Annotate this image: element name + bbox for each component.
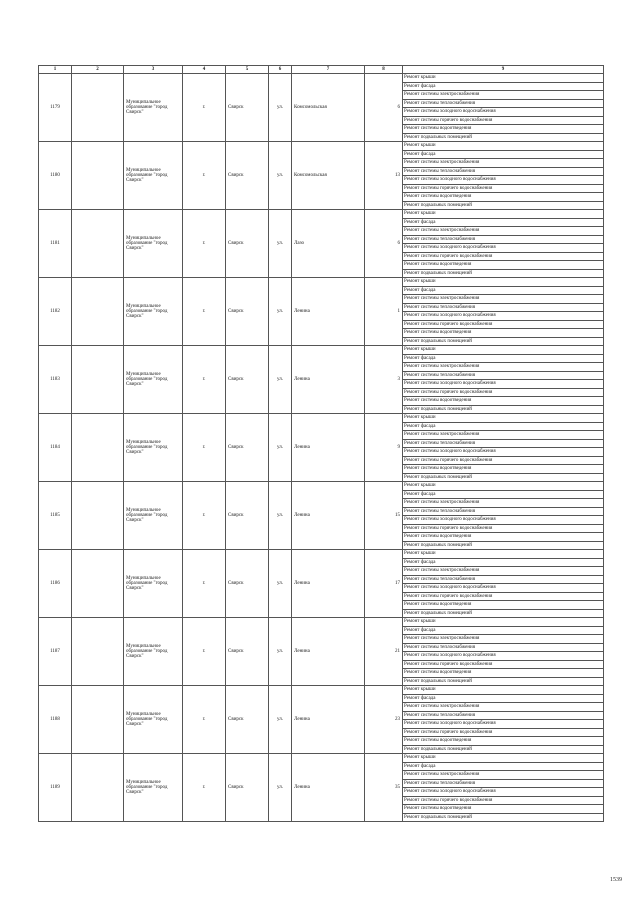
street-prefix: ул. xyxy=(269,142,292,210)
work-item: Ремонт системы водоотведения xyxy=(403,601,604,610)
entry-blank xyxy=(72,618,124,686)
table-row xyxy=(39,142,604,151)
street-prefix: ул. xyxy=(269,414,292,482)
work-item: Ремонт системы электроснабжения xyxy=(403,91,604,100)
city-prefix: г. xyxy=(183,618,226,686)
work-item: Ремонт системы горячего водоснабжения xyxy=(403,592,604,601)
street-prefix: ул. xyxy=(269,210,292,278)
city-prefix: г. xyxy=(183,686,226,754)
street-prefix: ул. xyxy=(269,346,292,414)
street-prefix: ул. xyxy=(269,618,292,686)
work-item: Ремонт фасада xyxy=(403,490,604,499)
entry-blank xyxy=(72,346,124,414)
municipality-name: Муниципальное образование "город Свирск" xyxy=(124,754,183,822)
work-item: Ремонт системы электроснабжения xyxy=(403,363,604,372)
work-item: Ремонт системы теплоснабжения xyxy=(403,439,604,448)
street-name: Ленина xyxy=(292,618,365,686)
house-number: 6 xyxy=(365,74,403,142)
work-item: Ремонт крыши xyxy=(403,142,604,151)
column-header-row xyxy=(39,66,604,74)
work-item: Ремонт системы электроснабжения xyxy=(403,295,604,304)
work-item: Ремонт крыши xyxy=(403,482,604,491)
work-item: Ремонт фасада xyxy=(403,422,604,431)
street-name: Ленина xyxy=(292,754,365,822)
street-prefix: ул. xyxy=(269,686,292,754)
entry-blank xyxy=(72,482,124,550)
municipality-name: Муниципальное образование "город Свирск" xyxy=(124,618,183,686)
municipality-name: Муниципальное образование "город Свирск" xyxy=(124,550,183,618)
work-item: Ремонт подвальных помещений xyxy=(403,269,604,278)
column-header: 3 xyxy=(124,66,183,74)
work-item: Ремонт системы водоотведения xyxy=(403,329,604,338)
work-item: Ремонт системы электроснабжения xyxy=(403,227,604,236)
city-name: Свирск xyxy=(226,686,269,754)
house-number: 15 xyxy=(365,482,403,550)
work-item: Ремонт системы холодного водоснабжения xyxy=(403,788,604,797)
entry-blank xyxy=(72,754,124,822)
city-name: Свирск xyxy=(226,142,269,210)
city-name: Свирск xyxy=(226,346,269,414)
municipality-name: Муниципальное образование "город Свирск" xyxy=(124,686,183,754)
work-item: Ремонт подвальных помещений xyxy=(403,405,604,414)
work-item: Ремонт подвальных помещений xyxy=(403,473,604,482)
house-number: 23 xyxy=(365,686,403,754)
street-name: Комсомольская xyxy=(292,74,365,142)
work-item: Ремонт фасада xyxy=(403,626,604,635)
work-item: Ремонт системы водоотведения xyxy=(403,737,604,746)
city-name: Свирск xyxy=(226,618,269,686)
work-item: Ремонт подвальных помещений xyxy=(403,813,604,822)
work-item: Ремонт системы холодного водоснабжения xyxy=(403,584,604,593)
work-item: Ремонт системы водоотведения xyxy=(403,397,604,406)
work-item: Ремонт крыши xyxy=(403,74,604,83)
work-item: Ремонт системы горячего водоснабжения xyxy=(403,116,604,125)
work-item: Ремонт системы теплоснабжения xyxy=(403,711,604,720)
column-header: 7 xyxy=(292,66,365,74)
column-header: 4 xyxy=(183,66,226,74)
column-header: 5 xyxy=(226,66,269,74)
city-name: Свирск xyxy=(226,278,269,346)
work-item: Ремонт фасада xyxy=(403,150,604,159)
work-item: Ремонт системы теплоснабжения xyxy=(403,235,604,244)
work-item: Ремонт крыши xyxy=(403,754,604,763)
work-item: Ремонт системы теплоснабжения xyxy=(403,167,604,176)
work-item: Ремонт системы холодного водоснабжения xyxy=(403,108,604,117)
work-item: Ремонт системы водоотведения xyxy=(403,125,604,134)
work-item: Ремонт крыши xyxy=(403,550,604,559)
work-item: Ремонт системы холодного водоснабжения xyxy=(403,720,604,729)
municipality-name: Муниципальное образование "город Свирск" xyxy=(124,74,183,142)
work-item: Ремонт подвальных помещений xyxy=(403,677,604,686)
street-name: Ленина xyxy=(292,346,365,414)
table-row xyxy=(39,346,604,355)
city-prefix: г. xyxy=(183,482,226,550)
work-item: Ремонт системы горячего водоснабжения xyxy=(403,184,604,193)
entry-blank xyxy=(72,142,124,210)
work-item: Ремонт системы водоотведения xyxy=(403,533,604,542)
municipality-name: Муниципальное образование "город Свирск" xyxy=(124,210,183,278)
street-name: Ленина xyxy=(292,414,365,482)
table-row xyxy=(39,754,604,763)
municipality-name: Муниципальное образование "город Свирск" xyxy=(124,278,183,346)
entry-number: 1185 xyxy=(39,482,72,550)
table-row xyxy=(39,414,604,423)
work-item: Ремонт подвальных помещений xyxy=(403,745,604,754)
work-item: Ремонт системы теплоснабжения xyxy=(403,371,604,380)
work-item: Ремонт фасада xyxy=(403,558,604,567)
city-prefix: г. xyxy=(183,346,226,414)
work-item: Ремонт системы горячего водоснабжения xyxy=(403,320,604,329)
work-item: Ремонт подвальных помещений xyxy=(403,133,604,142)
work-item: Ремонт крыши xyxy=(403,618,604,627)
column-header: 8 xyxy=(365,66,403,74)
work-item: Ремонт системы холодного водоснабжения xyxy=(403,244,604,253)
work-item: Ремонт системы горячего водоснабжения xyxy=(403,728,604,737)
work-item: Ремонт фасада xyxy=(403,286,604,295)
column-header: 9 xyxy=(403,66,604,74)
work-item: Ремонт фасада xyxy=(403,82,604,91)
table-row xyxy=(39,686,604,695)
work-item: Ремонт системы электроснабжения xyxy=(403,771,604,780)
city-prefix: г. xyxy=(183,210,226,278)
entry-number: 1180 xyxy=(39,142,72,210)
column-header: 1 xyxy=(39,66,72,74)
work-item: Ремонт системы холодного водоснабжения xyxy=(403,448,604,457)
work-item: Ремонт системы холодного водоснабжения xyxy=(403,176,604,185)
work-item: Ремонт фасада xyxy=(403,354,604,363)
work-item: Ремонт системы холодного водоснабжения xyxy=(403,516,604,525)
work-item: Ремонт системы холодного водоснабжения xyxy=(403,652,604,661)
street-prefix: ул. xyxy=(269,482,292,550)
city-prefix: г. xyxy=(183,142,226,210)
house-number: 6 xyxy=(365,210,403,278)
work-item: Ремонт системы электроснабжения xyxy=(403,635,604,644)
entry-number: 1187 xyxy=(39,618,72,686)
column-header: 2 xyxy=(72,66,124,74)
house-number: 21 xyxy=(365,618,403,686)
street-name: Ленина xyxy=(292,482,365,550)
work-item: Ремонт подвальных помещений xyxy=(403,201,604,210)
table-row xyxy=(39,550,604,559)
work-item: Ремонт фасада xyxy=(403,694,604,703)
entry-number: 1186 xyxy=(39,550,72,618)
work-item: Ремонт крыши xyxy=(403,686,604,695)
work-item: Ремонт крыши xyxy=(403,278,604,287)
work-item: Ремонт системы водоотведения xyxy=(403,261,604,270)
entry-blank xyxy=(72,278,124,346)
table-row xyxy=(39,278,604,287)
table-row xyxy=(39,74,604,83)
work-item: Ремонт подвальных помещений xyxy=(403,541,604,550)
work-item: Ремонт фасада xyxy=(403,218,604,227)
street-name: Ленина xyxy=(292,686,365,754)
work-item: Ремонт системы горячего водоснабжения xyxy=(403,456,604,465)
entry-number: 1183 xyxy=(39,346,72,414)
city-prefix: г. xyxy=(183,414,226,482)
city-prefix: г. xyxy=(183,74,226,142)
work-item: Ремонт системы электроснабжения xyxy=(403,703,604,712)
work-item: Ремонт подвальных помещений xyxy=(403,337,604,346)
house-number: 9 xyxy=(365,414,403,482)
work-item: Ремонт системы электроснабжения xyxy=(403,499,604,508)
work-item: Ремонт системы водоотведения xyxy=(403,669,604,678)
entry-number: 1179 xyxy=(39,74,72,142)
city-name: Свирск xyxy=(226,74,269,142)
city-name: Свирск xyxy=(226,754,269,822)
work-item: Ремонт системы холодного водоснабжения xyxy=(403,380,604,389)
municipality-name: Муниципальное образование "город Свирск" xyxy=(124,142,183,210)
page-number: 1539 xyxy=(610,877,622,883)
work-item: Ремонт системы электроснабжения xyxy=(403,431,604,440)
work-item: Ремонт системы водоотведения xyxy=(403,805,604,814)
city-name: Свирск xyxy=(226,210,269,278)
street-name: Ленина xyxy=(292,278,365,346)
work-item: Ремонт крыши xyxy=(403,346,604,355)
city-prefix: г. xyxy=(183,550,226,618)
entry-blank xyxy=(72,210,124,278)
house-number: 1 xyxy=(365,278,403,346)
entry-blank xyxy=(72,686,124,754)
street-name: Лазо xyxy=(292,210,365,278)
entry-number: 1182 xyxy=(39,278,72,346)
city-prefix: г. xyxy=(183,754,226,822)
table-body xyxy=(39,74,604,822)
work-item: Ремонт системы горячего водоснабжения xyxy=(403,796,604,805)
table-row xyxy=(39,618,604,627)
table-row xyxy=(39,210,604,219)
entry-number: 1184 xyxy=(39,414,72,482)
house-number: 3 xyxy=(365,346,403,414)
work-item: Ремонт крыши xyxy=(403,210,604,219)
work-item: Ремонт крыши xyxy=(403,414,604,423)
work-item: Ремонт системы электроснабжения xyxy=(403,567,604,576)
city-name: Свирск xyxy=(226,414,269,482)
work-item: Ремонт системы горячего водоснабжения xyxy=(403,388,604,397)
street-prefix: ул. xyxy=(269,550,292,618)
repair-program-table xyxy=(38,65,604,822)
work-item: Ремонт системы теплоснабжения xyxy=(403,779,604,788)
work-item: Ремонт системы холодного водоснабжения xyxy=(403,312,604,321)
city-name: Свирск xyxy=(226,550,269,618)
work-item: Ремонт системы водоотведения xyxy=(403,465,604,474)
entry-number: 1181 xyxy=(39,210,72,278)
work-item: Ремонт системы горячего водоснабжения xyxy=(403,660,604,669)
work-item: Ремонт системы электроснабжения xyxy=(403,159,604,168)
street-prefix: ул. xyxy=(269,74,292,142)
municipality-name: Муниципальное образование "город Свирск" xyxy=(124,482,183,550)
table-row xyxy=(39,482,604,491)
entry-blank xyxy=(72,550,124,618)
entry-blank xyxy=(72,74,124,142)
entry-number: 1189 xyxy=(39,754,72,822)
work-item: Ремонт системы теплоснабжения xyxy=(403,303,604,312)
city-name: Свирск xyxy=(226,482,269,550)
street-prefix: ул. xyxy=(269,278,292,346)
street-name: Ленина xyxy=(292,550,365,618)
house-number: 35 xyxy=(365,754,403,822)
work-item: Ремонт системы теплоснабжения xyxy=(403,643,604,652)
municipality-name: Муниципальное образование "город Свирск" xyxy=(124,414,183,482)
work-item: Ремонт системы теплоснабжения xyxy=(403,99,604,108)
house-number: 17 xyxy=(365,550,403,618)
work-item: Ремонт системы водоотведения xyxy=(403,193,604,202)
work-item: Ремонт системы теплоснабжения xyxy=(403,507,604,516)
street-name: Комсомольская xyxy=(292,142,365,210)
column-header: 6 xyxy=(269,66,292,74)
entry-blank xyxy=(72,414,124,482)
work-item: Ремонт системы горячего водоснабжения xyxy=(403,524,604,533)
street-prefix: ул. xyxy=(269,754,292,822)
house-number: 13 xyxy=(365,142,403,210)
municipality-name: Муниципальное образование "город Свирск" xyxy=(124,346,183,414)
work-item: Ремонт фасада xyxy=(403,762,604,771)
work-item: Ремонт системы теплоснабжения xyxy=(403,575,604,584)
work-item: Ремонт системы горячего водоснабжения xyxy=(403,252,604,261)
city-prefix: г. xyxy=(183,278,226,346)
work-item: Ремонт подвальных помещений xyxy=(403,609,604,618)
entry-number: 1188 xyxy=(39,686,72,754)
